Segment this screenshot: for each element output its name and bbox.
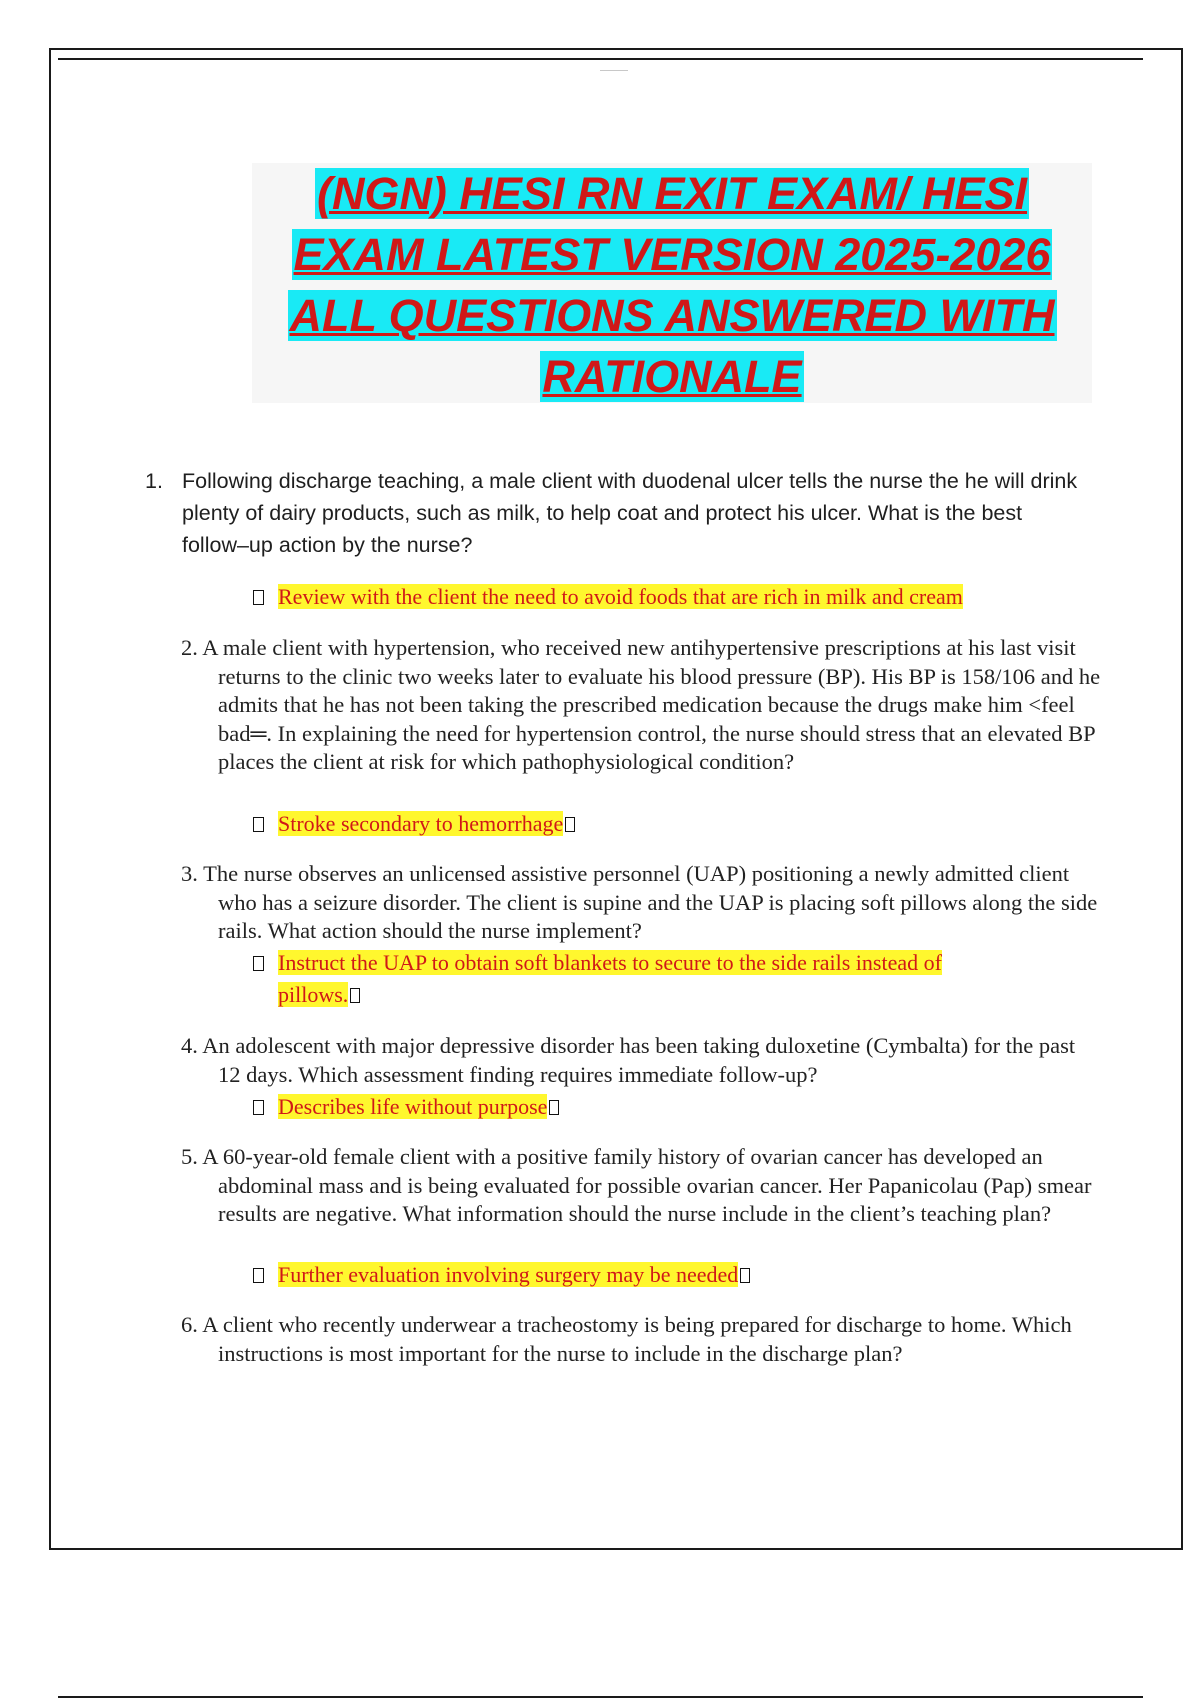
title-line-2: EXAM LATEST VERSION 2025-2026 (293, 229, 1051, 280)
missing-glyph-icon (549, 1100, 559, 1115)
answer-3 (253, 947, 1053, 1011)
question-1 (145, 465, 1090, 561)
answer-2-text: Stroke secondary to hemorrhage (278, 811, 564, 836)
answer-1 (253, 581, 1053, 613)
answer-4-text: Describes life without purpose (278, 1094, 548, 1119)
document-title (252, 163, 1092, 403)
answer-5 (253, 1259, 1053, 1291)
answer-2 (253, 808, 1053, 840)
question-4 (181, 1032, 1101, 1089)
checkbox-icon (253, 817, 264, 832)
title-line-1: (NGN) HESI RN EXIT EXAM/ HESI (316, 168, 1028, 219)
question-5 (181, 1143, 1101, 1229)
title-line-4: RATIONALE (542, 351, 802, 402)
question-6 (181, 1311, 1101, 1368)
header-mark (600, 70, 628, 71)
title-line-3: ALL QUESTIONS ANSWERED WITH (289, 290, 1055, 341)
question-3 (181, 860, 1101, 946)
missing-glyph-icon (565, 817, 575, 832)
checkbox-icon (253, 590, 264, 605)
bottom-rule (58, 1696, 1143, 1698)
question-5-text: 5. A 60-year-old female client with a positive family history of ovarian cancer has developed an abdominal mass and is being evaluated for possible ovarian cancer. Her Papanicolau (Pap) smear results are negative. What information should the nurse include in the client’s teaching plan? (181, 1144, 1092, 1226)
question-1-number: 1. (145, 469, 163, 493)
question-4-text: 4. An adolescent with major depressive disorder has been taking duloxetine (Cymbalta) for the past 12 days. Which assessment finding requires immediate follow-up? (181, 1033, 1076, 1087)
checkbox-icon (253, 1100, 264, 1115)
answer-4 (253, 1091, 1053, 1123)
checkbox-icon (253, 1268, 264, 1283)
question-1-text: Following discharge teaching, a male client with duodenal ulcer tells the nurse the he will drink plenty of dairy products, such as milk, to help coat and protect his ulcer. What is the best follow–up action by the nurse? (182, 469, 1078, 557)
missing-glyph-icon (740, 1268, 750, 1283)
question-2-text: 2. A male client with hypertension, who received new antihypertensive prescriptions at his last visit returns to the clinic two weeks later to evaluate his blood pressure (BP). His BP is 158/106 and he admits that he has not been taking the prescribed medication because the drugs make him <feel bad═. In explaining the need for hypertension control, the nurse should stress that an elevated BP places the client at risk for which pathophysiological condition? (181, 635, 1101, 774)
question-2 (181, 634, 1101, 777)
answer-3-text-line-1: Instruct the UAP to obtain soft blankets to secure to the side rails instead of (278, 950, 942, 975)
answer-3-text-line-2: pillows. (278, 982, 349, 1007)
top-rule (58, 58, 1143, 60)
checkbox-icon (253, 956, 264, 971)
answer-5-text: Further evaluation involving surgery may be needed (278, 1262, 739, 1287)
question-3-text: 3. The nurse observes an unlicensed assistive personnel (UAP) positioning a newly admitted client who has a seizure disorder. The client is supine and the UAP is placing soft pillows along the side rails. What action should the nurse implement? (181, 861, 1098, 943)
question-6-text: 6. A client who recently underwear a tracheostomy is being prepared for discharge to home. Which instructions is most important for the nurse to include in the discharge plan? (181, 1312, 1072, 1366)
missing-glyph-icon (350, 988, 360, 1003)
answer-1-text: Review with the client the need to avoid foods that are rich in milk and cream (278, 584, 963, 609)
